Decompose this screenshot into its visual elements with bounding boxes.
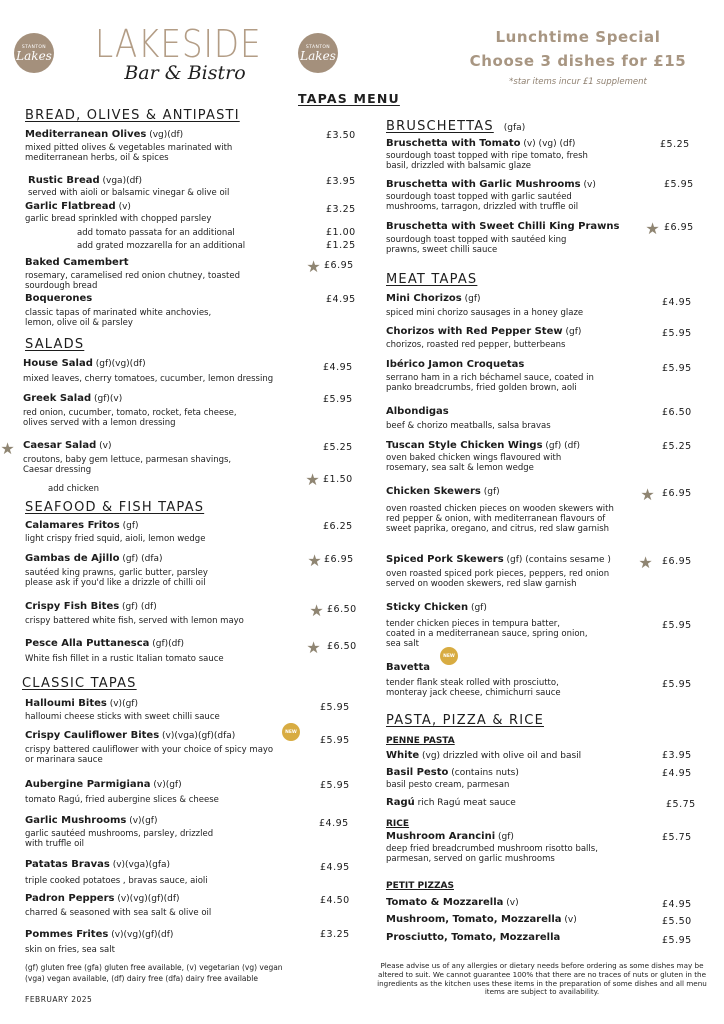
diet-legend-1: (gf) gluten free (gfa) gluten free available, (v) vegetarian (vg) vegan — [25, 963, 283, 972]
menu-item-price: £3.95 — [326, 176, 356, 187]
menu-item-desc: deep fried breadcrumbed mushroom risotto balls, — [386, 844, 598, 854]
menu-item-desc: with truffle oil — [25, 839, 85, 849]
menu-item-desc: or marinara sauce — [25, 755, 103, 765]
section-title: PASTA, PIZZA & RICE — [386, 713, 544, 728]
menu-item-name: Bruschetta with Tomato (v) (vg) (df) — [386, 138, 576, 149]
diet-info: (v) — [503, 898, 519, 908]
rice-title: RICE — [386, 819, 410, 829]
menu-item-desc: crispy battered cauliflower with your choice of spicy mayo — [25, 745, 274, 755]
menu-item-desc: spiced mini chorizo sausages in a honey glaze — [386, 308, 584, 318]
menu-item-name: Boquerones — [25, 293, 93, 304]
menu-item-price: £5.75 — [666, 799, 696, 810]
menu-item-name: Pommes Frites (v)(vg)(gf)(df) — [25, 929, 174, 940]
menu-item-name: Chorizos with Red Pepper Stew (gf) — [386, 326, 582, 337]
diet-info: (gf) (df) — [542, 441, 581, 451]
menu-item-desc: tender flank steak rolled with prosciutto, — [386, 678, 559, 688]
star-icon: ★ — [305, 470, 320, 489]
diet-info: (gf) — [119, 521, 139, 531]
menu-item-desc: prawns, sweet chilli sauce — [386, 245, 498, 255]
menu-item-desc: mushrooms, tarragon, drizzled with truffle oil — [386, 202, 579, 212]
menu-item-desc: sea salt — [386, 639, 419, 649]
section-title: SALADS — [25, 337, 85, 352]
menu-item-name: Garlic Flatbread (v) — [25, 201, 131, 212]
diet-info: (gf) (df) — [119, 602, 157, 612]
menu-item-desc: triple cooked potatoes , bravas sauce, aioli — [25, 876, 208, 886]
diet-info: (v)(vg)(gf)(df) — [108, 930, 174, 940]
diet-info: (v) — [580, 180, 596, 190]
menu-item-desc: sourdough toast topped with garlic sautéed — [386, 192, 572, 202]
diet-legend-2: (vga) vegan available, (df) dairy free (dfa) dairy free available — [25, 974, 258, 983]
section-title: BREAD, OLIVES & ANTIPASTI — [25, 108, 240, 123]
menu-item-desc: monteray jack cheese, chimichurri sauce — [386, 688, 561, 698]
diet-info: (v)(vg)(gf)(df) — [114, 894, 180, 904]
menu-item-name: Mushroom Arancini (gf) — [386, 831, 514, 842]
star-icon: ★ — [645, 219, 660, 238]
menu-title: TAPAS MENU — [298, 91, 400, 106]
menu-item-name: Aubergine Parmigiana (v)(gf) — [25, 779, 182, 790]
menu-item-name: Patatas Bravas (v)(vga)(gfa) — [25, 859, 171, 870]
menu-item-desc: served with aioli or balsamic vinegar & olive oil — [28, 188, 230, 198]
menu-item-name: Sticky Chicken (gf) — [386, 602, 487, 613]
menu-item-desc: garlic sautéed mushrooms, parsley, drizzled — [25, 829, 214, 839]
menu-item-price: £4.95 — [662, 768, 692, 779]
brand-name: LAKESIDE — [95, 22, 262, 66]
extra-option: add tomato passata for an additional — [77, 228, 235, 238]
stanton-lakes-logo-left — [14, 33, 54, 73]
menu-item-desc: rosemary, sea salt & lemon wedge — [386, 463, 534, 473]
diet-info: (v) — [561, 915, 577, 925]
menu-item-price: £5.25 — [660, 139, 690, 150]
stanton-lakes-logo-right — [298, 33, 338, 73]
brand-subtitle: Bar & Bistro — [124, 62, 246, 84]
diet-info: (gf) — [495, 832, 514, 842]
menu-item-desc: croutons, baby gem lettuce, parmesan shavings, — [23, 455, 232, 465]
menu-item-desc: mixed pitted olives & vegetables marinated with — [25, 143, 233, 153]
menu-item-price: £6.50 — [662, 407, 692, 418]
menu-item-desc: please ask if you'd like a drizzle of chilli oil — [25, 578, 206, 588]
diet-info: (gf) (contains sesame ) — [503, 555, 611, 565]
extra-price: £1.50 — [323, 474, 353, 485]
menu-item-price: £6.95 — [324, 554, 354, 565]
menu-item-desc: oven roasted spiced pork pieces, peppers, red onion — [386, 569, 610, 579]
menu-item-desc: Caesar dressing — [23, 465, 92, 475]
star-icon: ★ — [307, 551, 322, 570]
menu-item-desc: basil, drizzled with balsamic glaze — [386, 161, 532, 171]
star-icon: ★ — [309, 601, 324, 620]
menu-item-name: Mushroom, Tomato, Mozzarella (v) — [386, 914, 577, 925]
penne-pasta-title: PENNE PASTA — [386, 736, 455, 746]
menu-item-price: £5.25 — [323, 442, 353, 453]
menu-item-name: Bruschetta with Sweet Chilli King Prawns — [386, 221, 620, 232]
diet-info: (v)(gf) — [126, 816, 158, 826]
diet-info: (v)(gf) — [150, 780, 182, 790]
diet-info: (v) — [115, 202, 131, 212]
menu-item-name: Halloumi Bites (v)(gf) — [25, 698, 138, 709]
menu-item-price: £4.95 — [320, 862, 350, 873]
menu-item-desc: panko breadcrumbs, fried golden brown, aoli — [386, 383, 577, 393]
menu-item-desc: tender chicken pieces in tempura batter, — [386, 619, 561, 629]
menu-item-desc: oven baked chicken wings flavoured with — [386, 453, 562, 463]
logo-line1: STANTON — [305, 44, 331, 50]
menu-item-price: £3.50 — [326, 130, 356, 141]
star-icon: ★ — [638, 553, 653, 572]
section-title: BRUSCHETTAS (gfa) — [386, 119, 526, 134]
menu-item-price: £3.95 — [662, 750, 692, 761]
new-badge: NEW — [282, 723, 300, 741]
menu-item-name: Gambas de Ajillo (gf) (dfa) — [25, 553, 163, 564]
new-badge: NEW — [440, 647, 458, 665]
star-icon: ★ — [640, 485, 655, 504]
menu-item-name: Prosciutto, Tomato, Mozzarella — [386, 932, 561, 943]
menu-item-name: Tomato & Mozzarella (v) — [386, 897, 519, 908]
diet-info: (gf)(df) — [149, 639, 185, 649]
menu-item-price: £4.50 — [320, 895, 350, 906]
section-title: CLASSIC TAPAS — [22, 676, 137, 691]
diet-info: (v) — [96, 441, 112, 451]
section-title: MEAT TAPAS — [386, 272, 478, 287]
menu-item-price: £6.25 — [323, 521, 353, 532]
menu-item-name: Tuscan Style Chicken Wings (gf) (df) — [386, 440, 581, 451]
menu-item-name: Crispy Cauliflower Bites (v)(vga)(gf)(dfa) — [25, 730, 236, 741]
diet-info: (gf)(vg)(df) — [92, 359, 146, 369]
petit-pizzas-title: PETIT PIZZAS — [386, 881, 454, 891]
menu-item-price: £6.50 — [327, 641, 357, 652]
extra-price: £1.00 — [326, 227, 356, 238]
menu-item-desc: red onion, cucumber, tomato, rocket, feta cheese, — [23, 408, 237, 418]
menu-item-price: £5.95 — [320, 702, 350, 713]
menu-item-price: £5.95 — [662, 328, 692, 339]
menu-item-price: £3.25 — [326, 204, 356, 215]
menu-item-name: Padron Peppers (v)(vg)(gf)(df) — [25, 893, 180, 904]
menu-item-price: £5.95 — [662, 620, 692, 631]
menu-item-desc: oven roasted chicken pieces on wooden skewers with — [386, 504, 614, 514]
menu-item-desc: skin on fries, sea salt — [25, 945, 115, 955]
menu-item-desc: tomato Ragú, fried aubergine slices & cheese — [25, 795, 219, 805]
diet-info: (gf) — [480, 487, 500, 497]
menu-item-desc: mediterranean herbs, oil & spices — [25, 153, 169, 163]
menu-item-name: Pesce Alla Puttanesca (gf)(df) — [25, 638, 185, 649]
diet-info: (v)(gf) — [106, 699, 138, 709]
menu-item-desc: White fish fillet in a rustic Italian tomato sauce — [25, 654, 224, 664]
menu-item-price: £5.95 — [323, 394, 353, 405]
menu-item-price: £4.95 — [323, 362, 353, 373]
menu-item-name: Spiced Pork Skewers (gf) (contains sesame ) — [386, 554, 611, 565]
menu-item-name: Rustic Bread (vga)(df) — [28, 175, 142, 186]
diet-info: (v)(vga)(gfa) — [109, 860, 171, 870]
star-icon: ★ — [0, 439, 15, 458]
menu-item-name: Caesar Salad (v) — [23, 440, 112, 451]
menu-item-desc: mixed leaves, cherry tomatoes, cucumber, lemon dressing — [23, 374, 274, 384]
menu-item-desc: served on wooden skewers, red slaw garnish — [386, 579, 577, 589]
diet-info: (gf) (dfa) — [119, 554, 163, 564]
menu-item-name: House Salad (gf)(vg)(df) — [23, 358, 146, 369]
menu-item-desc: garlic bread sprinkled with chopped parsley — [25, 214, 212, 224]
menu-item-name: Basil Pesto (contains nuts) — [386, 767, 519, 778]
lunch-offer: Choose 3 dishes for £15 — [469, 52, 687, 70]
extra-price: £1.25 — [326, 240, 356, 251]
star-icon: ★ — [306, 257, 321, 276]
menu-item-desc: sautéed king prawns, garlic butter, parsley — [25, 568, 208, 578]
menu-item-price: £5.25 — [662, 441, 692, 452]
lunch-note: *star items incur £1 supplement — [509, 77, 647, 87]
section-tag: (gfa) — [503, 123, 526, 133]
menu-item-name: Garlic Mushrooms (v)(gf) — [25, 815, 158, 826]
diet-info: (v)(vga)(gf)(dfa) — [159, 731, 236, 741]
diet-info: (vg) drizzled with olive oil and basil — [419, 751, 582, 761]
diet-info: (contains nuts) — [448, 768, 519, 778]
menu-item-desc: halloumi cheese sticks with sweet chilli sauce — [25, 712, 220, 722]
menu-item-desc: lemon, olive oil & parsley — [25, 318, 133, 328]
menu-date: FEBRUARY 2025 — [25, 995, 93, 1004]
menu-item-name: Bavetta — [386, 662, 430, 673]
menu-item-price: £5.95 — [320, 735, 350, 746]
menu-item-name: Baked Camembert — [25, 257, 129, 268]
menu-item-name: White (vg) drizzled with olive oil and basil — [386, 750, 582, 761]
menu-item-desc: sourdough toast topped with ripe tomato, fresh — [386, 151, 588, 161]
menu-item-name: Bruschetta with Garlic Mushrooms (v) — [386, 179, 596, 190]
menu-item-desc: sourdough toast topped with sautéed king — [386, 235, 567, 245]
menu-item-desc: basil pesto cream, parmesan — [386, 780, 510, 790]
menu-item-desc: chorizos, roasted red pepper, butterbeans — [386, 340, 566, 350]
menu-item-price: £5.95 — [662, 363, 692, 374]
menu-item-name: Ragú rich Ragú meat sauce — [386, 797, 516, 808]
diet-info: (gf) — [468, 603, 487, 613]
menu-item-price: £6.95 — [662, 556, 692, 567]
menu-item-desc: sweet paprika, oregano, and citrus, red slaw garnish — [386, 524, 610, 534]
menu-item-name: Albondigas — [386, 406, 449, 417]
menu-item-name: Calamares Fritos (gf) — [25, 520, 139, 531]
section-title: SEAFOOD & FISH TAPAS — [25, 500, 205, 515]
diet-info: (vga)(df) — [99, 176, 142, 186]
diet-info: (gf) — [562, 327, 582, 337]
extra-option: add grated mozzarella for an additional — [77, 241, 246, 251]
menu-item-price: £4.95 — [319, 818, 349, 829]
menu-item-desc: sourdough bread — [25, 281, 98, 291]
menu-item-price: £5.95 — [320, 780, 350, 791]
menu-item-desc: light crispy fried squid, aioli, lemon wedge — [25, 534, 206, 544]
diet-info: (gf)(v) — [91, 394, 123, 404]
menu-item-price: £6.50 — [327, 604, 357, 615]
menu-item-desc: serrano ham in a rich béchamel sauce, coated in — [386, 373, 594, 383]
menu-item-desc: beef & chorizo meatballs, salsa bravas — [386, 421, 551, 431]
menu-item-price: £5.75 — [662, 832, 692, 843]
menu-item-desc: rosemary, caramelised red onion chutney, toasted — [25, 271, 240, 281]
menu-item-name: Greek Salad (gf)(v) — [23, 393, 123, 404]
menu-item-desc: crispy battered white fish, served with lemon mayo — [25, 616, 244, 626]
menu-item-price: £5.50 — [662, 916, 692, 927]
menu-item-price: £5.95 — [662, 935, 692, 946]
menu-item-name: Chicken Skewers (gf) — [386, 486, 500, 497]
diet-info: (vg)(df) — [146, 130, 184, 140]
menu-item-name: Crispy Fish Bites (gf) (df) — [25, 601, 157, 612]
menu-item-name: Ibérico Jamon Croquetas — [386, 359, 525, 370]
lunch-title: Lunchtime Special — [495, 28, 661, 46]
logo-line1: STANTON — [21, 44, 47, 50]
diet-info: (gf) — [461, 294, 481, 304]
menu-item-price: £4.95 — [326, 294, 356, 305]
menu-item-desc: olives served with a lemon dressing — [23, 418, 176, 428]
menu-item-price: £4.95 — [662, 297, 692, 308]
allergy-advice: Please advise us of any allergies or dietary needs before ordering as some dishes may be altered to suit. We cannot guarantee 100% that there are no traces of nuts or gluten in the ingredients as the kitchen uses these items in the preparation of some dishes and all menu items are subject to availability. — [377, 961, 707, 997]
menu-item-desc: charred & seasoned with sea salt & olive oil — [25, 908, 212, 918]
menu-item-price: £6.95 — [324, 260, 354, 271]
diet-info: (v) (vg) (df) — [520, 139, 576, 149]
logo-line2: Lakes — [300, 48, 336, 63]
menu-item-price: £6.95 — [664, 222, 694, 233]
menu-item-desc: parmesan, served on garlic mushrooms — [386, 854, 555, 864]
menu-item-desc: red pepper & onion, with mediterranean flavours of — [386, 514, 606, 524]
menu-item-price: £6.95 — [662, 488, 692, 499]
logo-line2: Lakes — [16, 48, 52, 63]
menu-item-name: Mini Chorizos (gf) — [386, 293, 481, 304]
add-chicken: add chicken — [48, 484, 100, 494]
menu-item-price: £5.95 — [664, 179, 694, 190]
menu-item-desc: coated in a mediterranean sauce, spring onion, — [386, 629, 588, 639]
menu-item-price: £3.25 — [320, 929, 350, 940]
star-icon: ★ — [306, 638, 321, 657]
menu-item-price: £4.95 — [662, 899, 692, 910]
menu-item-price: £5.95 — [662, 679, 692, 690]
menu-item-desc: classic tapas of marinated white anchovies, — [25, 308, 212, 318]
diet-info: rich Ragú meat sauce — [414, 798, 516, 808]
menu-item-name: Mediterranean Olives (vg)(df) — [25, 129, 184, 140]
